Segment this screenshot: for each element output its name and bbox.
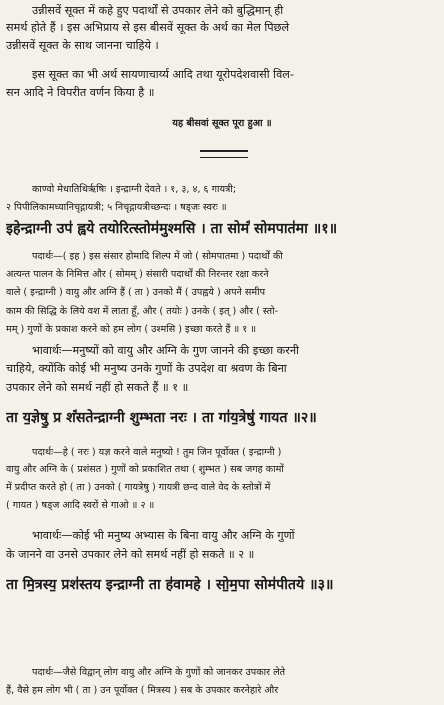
mantra-3-padartha-line: हैं, वैसे हम लोग भी ( ता ) उन पूर्वोक्त ( मित्रस्य ) सब के उपकार करनेहारे और xyxy=(6,685,279,696)
mantra-1-padartha-line: अत्यन्त पालन के निमित्त और ( सोमम् ) संसारी पदार्थों की निरन्तर रक्षा करने xyxy=(6,269,269,280)
mantra-3-padartha-line: पदार्थः—जैसे विद्वान् लोग वायु और अग्नि के गुणों को जानकर उपकार लेते xyxy=(32,667,286,678)
intro-line-5: सन आदि ने विपरीत वर्णन किया है ॥ xyxy=(6,86,155,99)
mantra-1-padartha-line: काम की सिद्धि के लिये वश में लाता हूँ, और ( तयोः ) उनके ( इत् ) और ( स्तो- xyxy=(6,306,279,317)
sukta-header-line-1: काण्वो मेधातिथिर्ऋषिः । इन्द्राग्नी देवते । १, ३, ४, ६ गायत्री; xyxy=(32,184,237,195)
mantra-1-padartha-line: मम् ) गुणों के प्रकाश करने को हम लोग ( उश्मसि ) इच्छा करते हैं ॥ १ ॥ xyxy=(6,324,257,335)
mantra-1-verse: इहेन्द्राग्नी उप॑ ह्वये तयोरित्स्तोम॑मुश्मसि । ता सोमं॑ सोमपात॑मा ॥१॥ xyxy=(6,221,338,237)
intro-line-3: उन्नीसवें सूक्त के साथ जानना चाहिये । xyxy=(6,39,159,52)
mantra-1-bhavartha-line: उपकार लेने को समर्थ नहीं हो सकते हैं ॥ १ ॥ xyxy=(6,381,189,394)
mantra-2-verse: ता य॒ज्ञेषु॒ प्र शं॑सतेन्द्राग्नी शुम्भता नरः । ता गा॑य॒त्रेषु॑ गायत ॥२॥ xyxy=(6,410,317,426)
sukta-closing-line: यह बीसवां सूक्त पूरा हुआ ॥ xyxy=(172,118,272,129)
mantra-1-padartha-line: पदार्थः—( इह ) इस संसार होमादि शिल्प में जो ( सोमपातमा ) पदार्थों की xyxy=(32,251,283,262)
sukta-header-line-2: २ पिपीलिकामध्यानिचृद्गायत्री; ५ निचृद्गायत्रीच्छन्दः । षड्जः स्वरः ॥ xyxy=(6,202,227,213)
mantra-3-verse: ता मि॒त्रस्य॒ प्रश॑स्तय इन्द्राग्नी ता ह॑वामहे । सो॒म॒पा सोम॑पीतये ॥३॥ xyxy=(6,577,334,593)
mantra-2-padartha-line: में प्रदीप्त करते हो ( ता ) उनको ( गायत्रेषु ) गायत्री छन्द वाले वेद के स्तोत्रों में xyxy=(6,482,271,493)
mantra-1-bhavartha-line: भावार्थः—मनुष्यों को वायु और अग्नि के गुण जानने की इच्छा करनी xyxy=(32,344,299,357)
intro-line-2: समर्थ होते हैं । इस अभिप्राय से इस बीसवें सूक्त के अर्थ का मेल पिछले xyxy=(6,21,290,34)
intro-line-1: उन्नीसवें सूक्त में कहे हुए पदार्थों से उपकार लेने को बुद्धिमान् ही xyxy=(32,4,284,17)
intro-line-4: इस सूक्त का भी अर्थ सायणाचार्य्य आदि तथा यूरोपदेशवासी विल- xyxy=(32,68,294,81)
mantra-2-bhavartha-line: भावार्थः—कोई भी मनुष्य अभ्यास के बिना वायु और अग्नि के गुणों xyxy=(32,529,295,542)
mantra-2-padartha-line: वायु और अग्नि के ( प्रशंसत ) गुणों को प्रकाशित तथा ( शुम्भत ) सब जगह कामों xyxy=(6,464,284,475)
mantra-1-padartha-line: वाले ( इन्द्राग्नी ) वायु और अग्नि हैं ( ता ) उनको मैं ( उपह्वये ) अपने समीप xyxy=(6,287,266,298)
mantra-2-padartha-line: ( गायत ) षड्ज आदि स्वरों से गाओ ॥ २ ॥ xyxy=(6,500,155,511)
section-divider-ornament xyxy=(200,150,248,158)
mantra-2-bhavartha-line: के जानने वा उनसे उपकार लेने को समर्थ नहीं हो सकते ॥ २ ॥ xyxy=(6,548,255,561)
mantra-2-padartha-line: पदार्थः—हे ( नरः ) यज्ञ करने वाले मनुष्यो ! तुम जिन पूर्वोक्त ( इन्द्राग्नी ) xyxy=(32,447,282,458)
mantra-1-bhavartha-line: चाहिये, क्योंकि कोई भी मनुष्य उनके गुणों के उपदेश वा श्रवण के बिना xyxy=(6,362,287,375)
